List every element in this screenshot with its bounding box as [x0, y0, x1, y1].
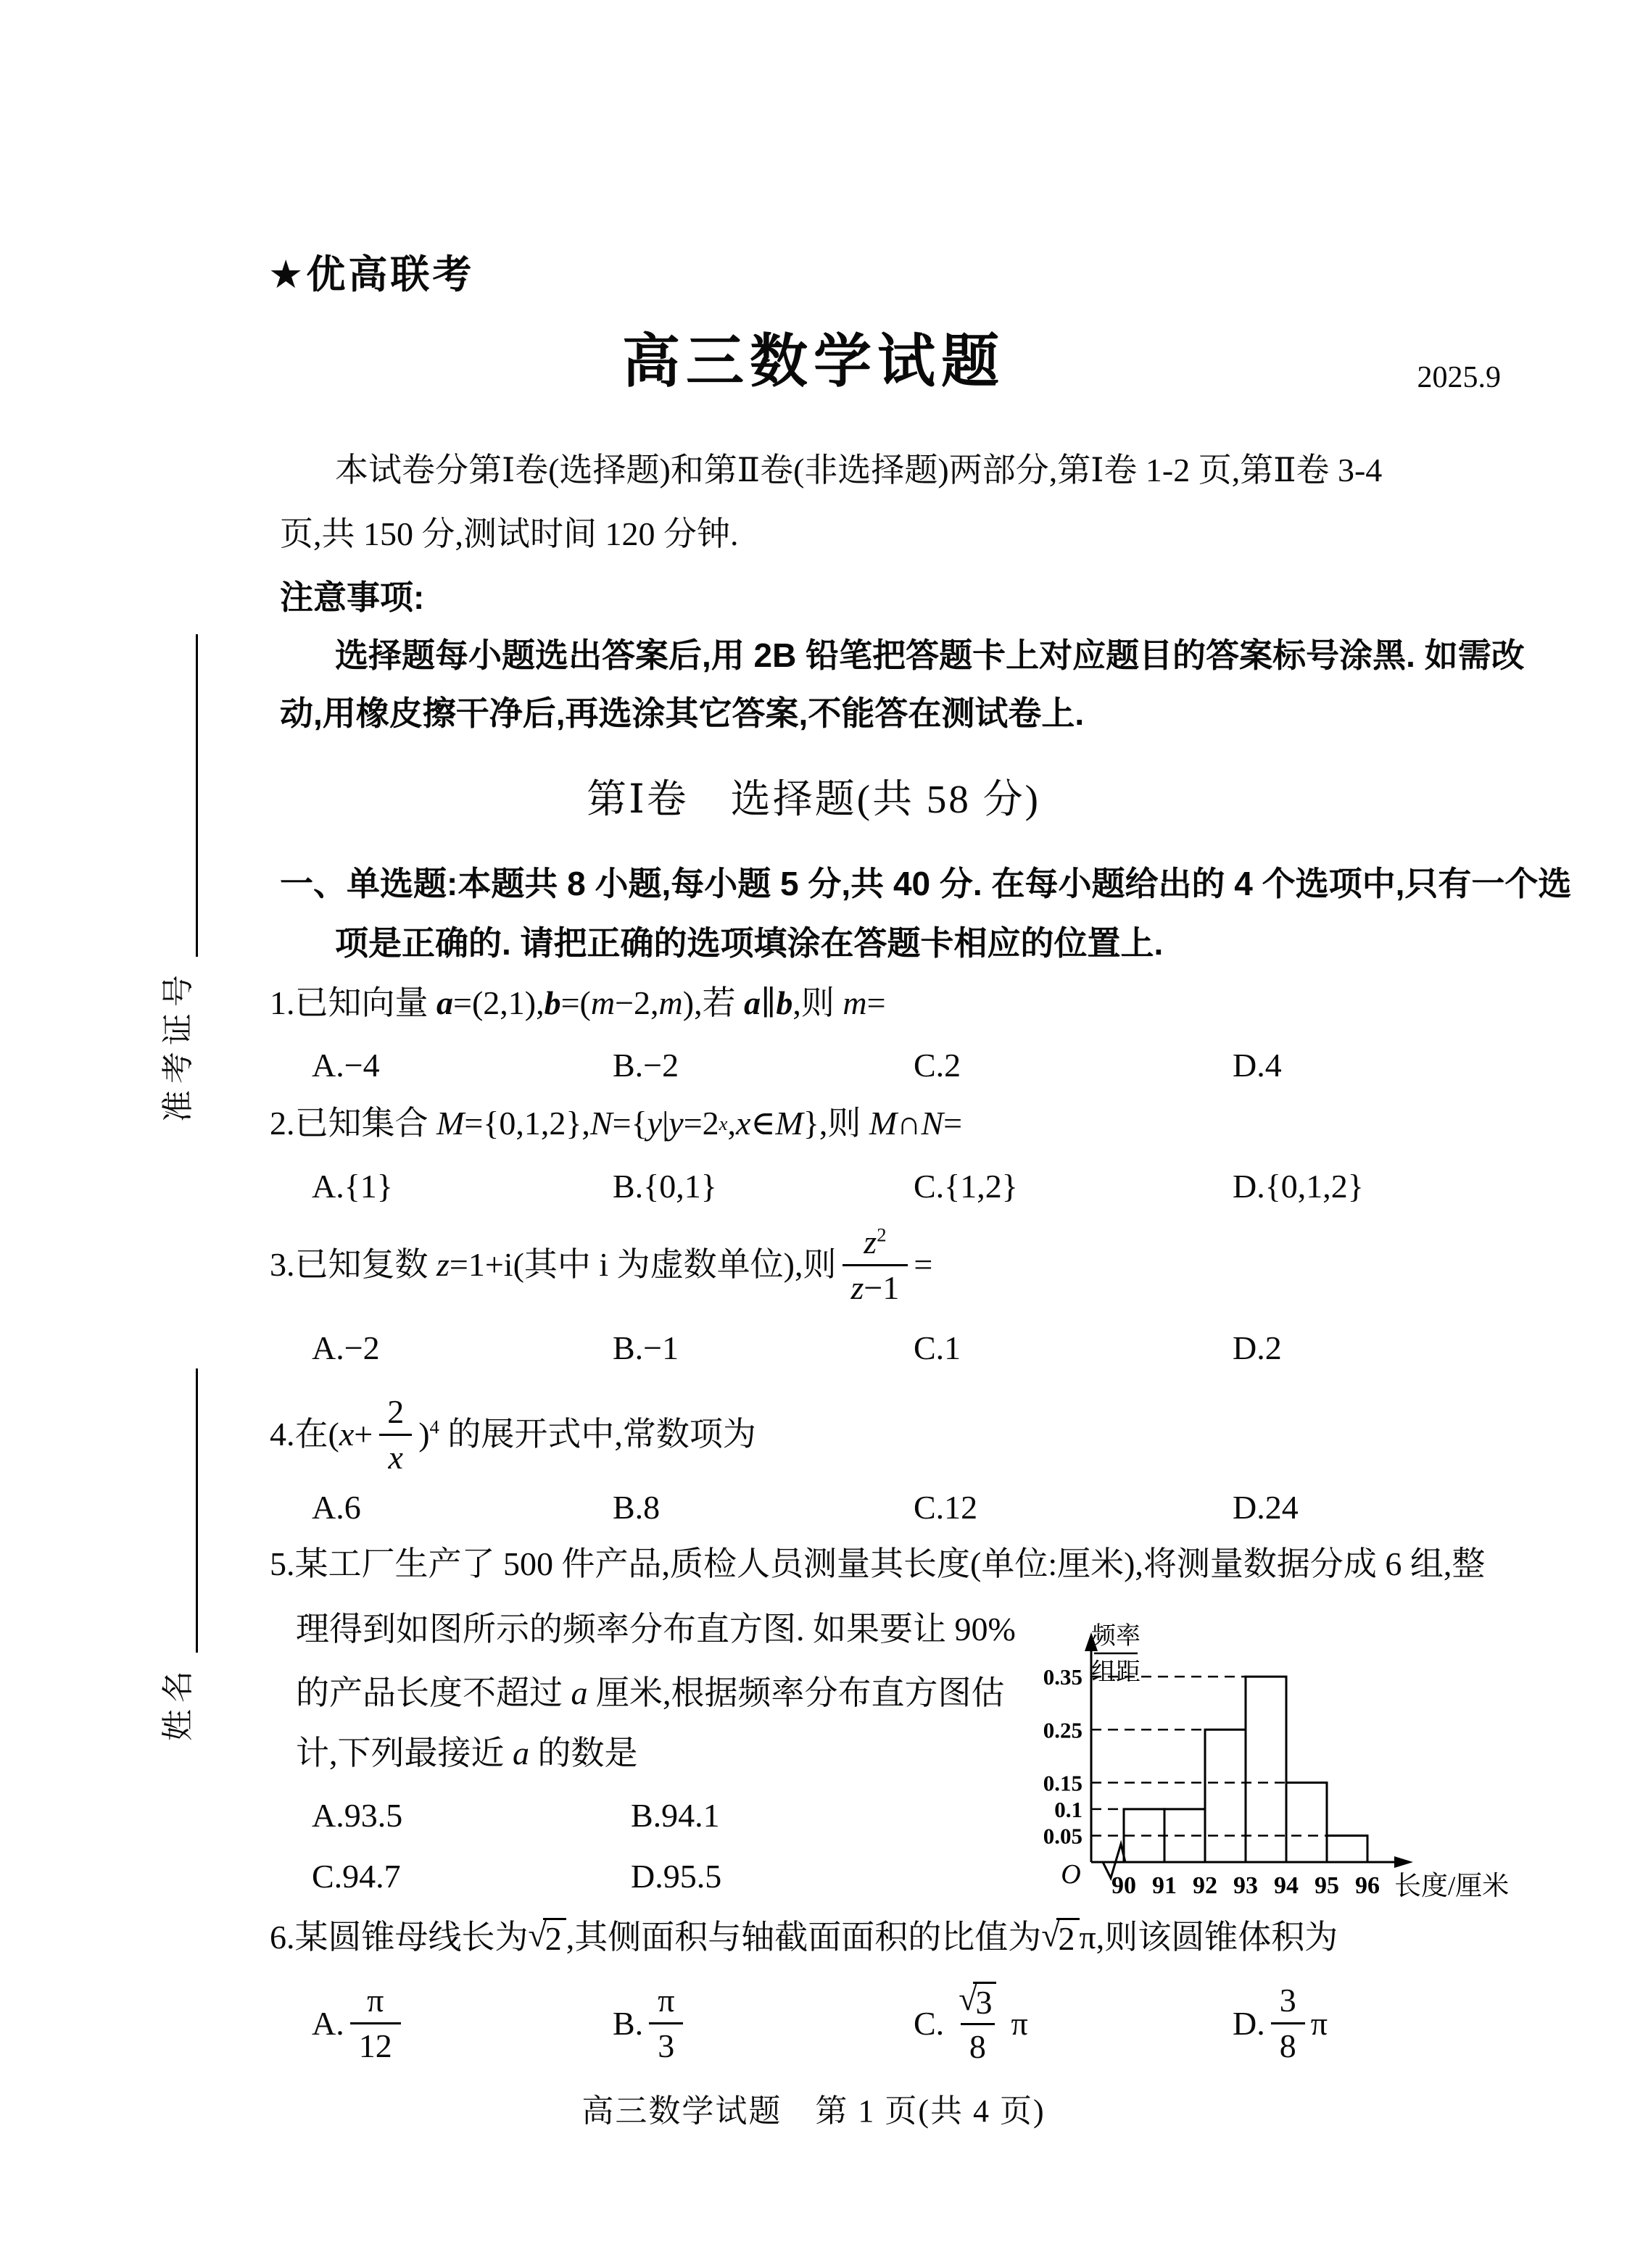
x-tick-label: 91 — [1152, 1872, 1177, 1899]
question-3-options — [312, 1329, 1282, 1367]
option-a: A. $\frac{\pi}{12}$ — [312, 1982, 613, 2064]
fraction-denominator: z−1 — [843, 1264, 908, 1307]
question-1-text: 1.已知向量 a =(2,1), b =( m −2, m ),若 a ∥ b ,则 m = — [270, 984, 886, 1021]
exam-date: 2025.9 — [1417, 361, 1501, 394]
instruction-line-1: 一、单选题:本题共 8 小题,每小题 5 分,共 40 分. 在每小题给出的 4 个选项中,只有一个选 — [280, 865, 1572, 902]
question-5-options-row-2 — [312, 1857, 932, 1895]
x-axis-arrow — [1394, 1856, 1413, 1868]
question-4-text — [270, 1393, 756, 1476]
brand-mark: ★优高联考 — [268, 253, 475, 296]
option-b: B.−1 — [613, 1329, 679, 1366]
frequency-histogram — [1033, 1551, 1541, 1914]
question-6-options — [312, 1969, 1328, 2077]
option-d: D.95.5 — [631, 1858, 722, 1895]
question-5-line-1: 5.某工厂生产了 500 件产品,质检人员测量其长度(单位:厘米),将测量数据分成 6 组,整 — [270, 1545, 1486, 1582]
radical-sign: √ — [959, 1980, 977, 2018]
option-d: D.4 — [1233, 1047, 1282, 1084]
histogram-bar — [1246, 1677, 1286, 1862]
question-1-options — [312, 1046, 1282, 1084]
histogram-bar — [1205, 1729, 1246, 1862]
fraction-2-over-x — [378, 1393, 413, 1476]
page-title: 高三数学试题 — [622, 331, 1005, 394]
option-c: C.2 — [914, 1047, 961, 1084]
name-label: 姓名 — [160, 1664, 196, 1741]
origin-label: O — [1061, 1859, 1081, 1890]
option-c: C.94.7 — [312, 1858, 401, 1895]
notice-title: 注意事项: — [280, 578, 425, 616]
option-a: A.{1} — [312, 1168, 393, 1205]
y-tick-label: 0.35 — [1043, 1664, 1082, 1690]
option-d: D.2 — [1233, 1329, 1282, 1366]
section-1-header: 第Ⅰ卷 选择题(共 58 分) — [587, 777, 1040, 821]
fraction-denominator: x — [379, 1434, 411, 1476]
fraction-numerator: 2 — [387, 1393, 405, 1430]
option-c: C.{1,2} — [914, 1168, 1018, 1205]
y-tick-label: 0.15 — [1043, 1770, 1082, 1796]
option-c: C. √ 3 8 π — [914, 1980, 1028, 2066]
fraction-z-squared-over-z-minus-1 — [843, 1224, 908, 1306]
y-tick-label: 0.25 — [1043, 1717, 1082, 1743]
option-a: A.93.5 — [312, 1797, 403, 1834]
notice-line-2: 动,用橡皮擦干净后,再选涂其它答案,不能答在测试卷上. — [280, 694, 1085, 732]
option-d: D.{0,1,2} — [1233, 1168, 1364, 1205]
intro-line-2: 页,共 150 分,测试时间 120 分钟. — [280, 515, 739, 552]
x-tick-label: 94 — [1274, 1872, 1299, 1899]
x-axis-title: 长度/厘米 — [1394, 1872, 1510, 1901]
option-b: B.94.1 — [631, 1797, 720, 1834]
question-5-line-4: 计,下列最接近 a 的数是 — [296, 1735, 638, 1771]
option-c: C.1 — [914, 1329, 961, 1366]
fraction-numerator: $z^2$ — [864, 1224, 887, 1260]
notice-line-1: 选择题每小题选出答案后,用 2B 铅笔把答题卡上对应题目的答案标号涂黑. 如需改 — [335, 636, 1525, 674]
question-5-options-row-1 — [312, 1796, 932, 1835]
y-axis-title-denominator: 组距 — [1091, 1659, 1140, 1686]
option-a: A.−4 — [312, 1047, 380, 1084]
histogram-bar — [1286, 1782, 1327, 1862]
option-a: A.6 — [312, 1489, 361, 1526]
question-3-post: = — [914, 1245, 933, 1283]
question-2-options — [312, 1167, 1364, 1205]
exam-number-label: 准考证号 — [160, 968, 196, 1122]
option-d: D.24 — [1233, 1489, 1299, 1526]
x-tick-label: 93 — [1233, 1872, 1258, 1899]
option-b: B.8 — [613, 1489, 661, 1526]
instruction-line-2: 项是正确的. 请把正确的选项填涂在答题卡相应的位置上. — [335, 924, 1164, 962]
question-4-pre: 4.在(x+ — [270, 1415, 373, 1453]
question-6-text: 6.某圆锥母线长为 √ 2 ,其侧面积与轴截面面积的比值为 √ 2 π ,则该圆锥体积为 — [270, 1916, 1338, 1958]
name-line — [165, 1368, 198, 1653]
question-4-options — [312, 1488, 1299, 1526]
x-tick-label: 92 — [1193, 1872, 1217, 1899]
page-footer: 高三数学试题 第 1 页(共 4 页) — [581, 2093, 1046, 2129]
y-axis-title-numerator: 频率 — [1091, 1623, 1140, 1650]
question-5-line-3: 的产品长度不超过 a 厘米,根据频率分布直方图估 — [296, 1674, 1005, 1711]
question-5-line-2: 理得到如图所示的频率分布直方图. 如果要让 90% — [296, 1611, 1016, 1648]
option-b: B. $\frac{\pi}{3}$ — [613, 1982, 914, 2064]
name-field — [152, 1368, 198, 1741]
option-c: C.12 — [914, 1489, 978, 1526]
y-tick-label: 0.1 — [1054, 1796, 1082, 1822]
intro-line-1: 本试卷分第Ⅰ卷(选择题)和第Ⅱ卷(非选择题)两部分,第Ⅰ卷 1-2 页,第Ⅱ卷 3-4 — [335, 452, 1383, 489]
y-tick-label: 0.05 — [1043, 1823, 1082, 1849]
question-3-pre: 3.已知复数 z=1+i(其中 i 为虚数单位),则 — [270, 1245, 837, 1283]
exam-number-field — [152, 634, 198, 1122]
option-b: B.{0,1} — [613, 1168, 717, 1205]
histogram-bar — [1327, 1835, 1367, 1862]
option-a: A.−2 — [312, 1329, 380, 1366]
x-tick-label: 96 — [1355, 1872, 1380, 1899]
x-tick-label: 95 — [1315, 1872, 1339, 1899]
question-3-text — [270, 1224, 932, 1306]
option-b: B.−2 — [613, 1047, 679, 1084]
x-tick-label: 90 — [1111, 1872, 1136, 1899]
question-2-text: 2.已知集合 M ={0,1,2}, N ={ y | y =2 x , x ∈ M },则 M ∩ N = — [270, 1105, 963, 1142]
question-4-post: )$^4$ 的展开式中,常数项为 — [418, 1415, 756, 1453]
option-d: D. $\frac{3}{8}$ π — [1233, 1981, 1328, 2064]
